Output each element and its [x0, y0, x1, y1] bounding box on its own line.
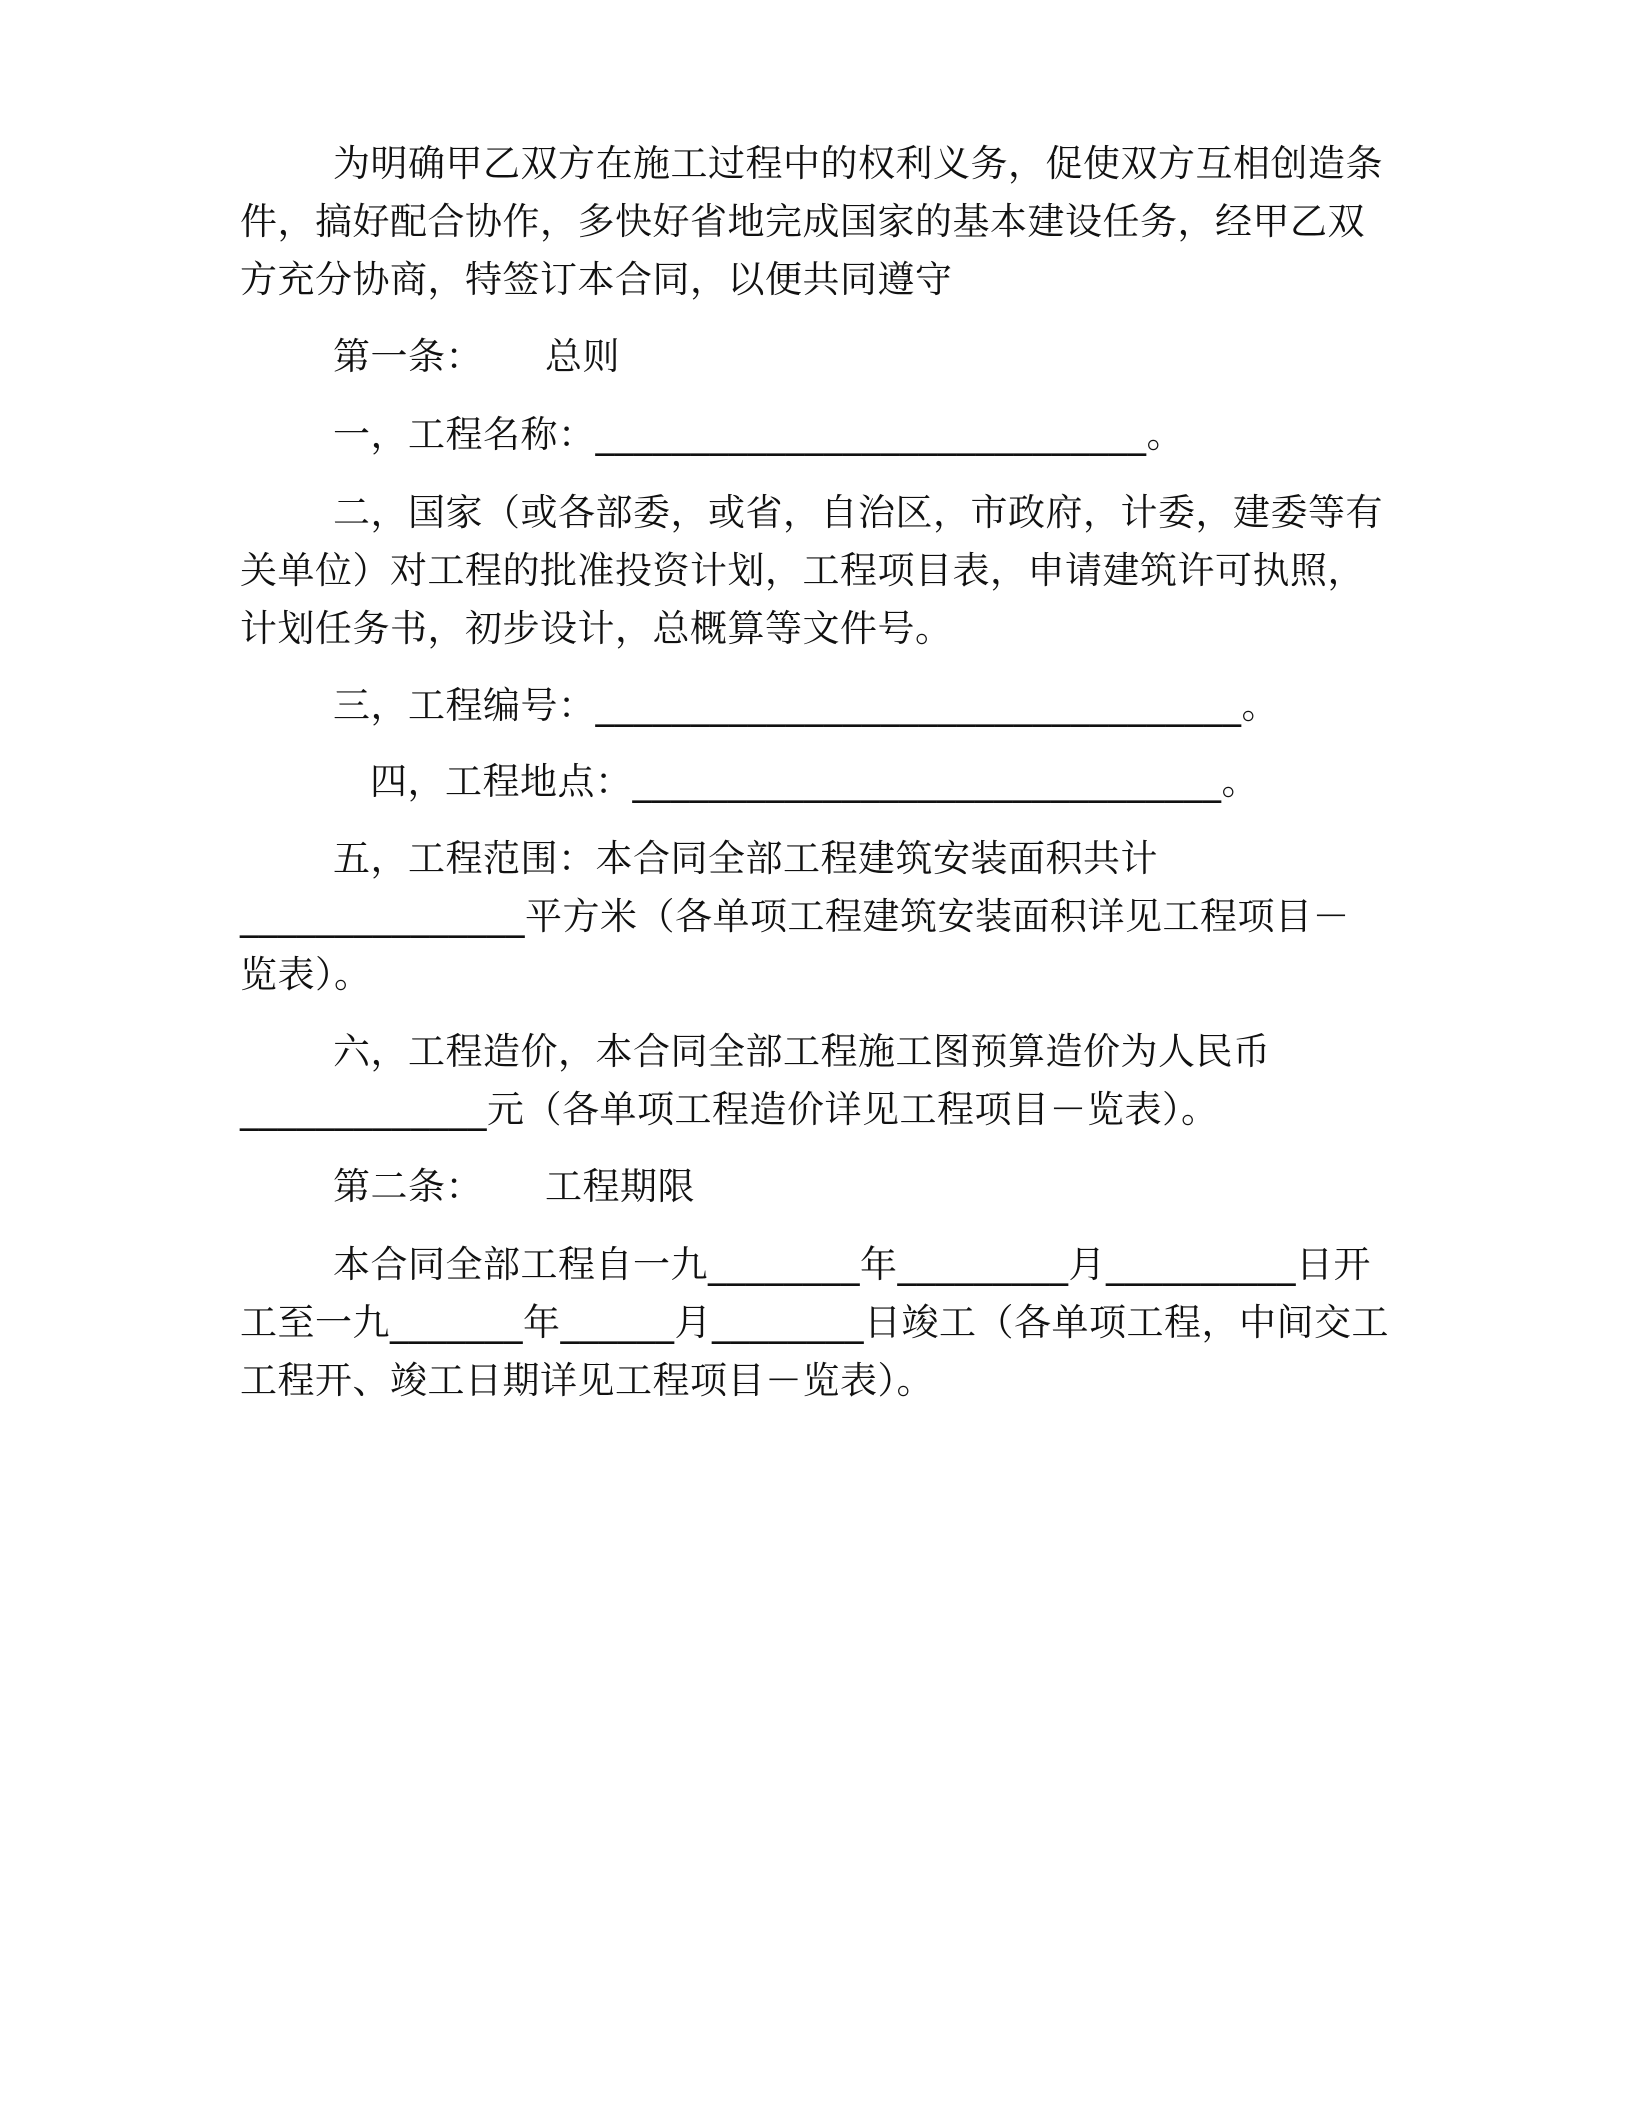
- article-2-heading: [333, 1163, 1483, 1211]
- article-1-label: 第一条：: [333, 335, 483, 378]
- period-line-3: 工程开、竣工日期详见工程项目－览表）。: [240, 1359, 934, 1402]
- period-line-2: 工至一九_______年______月________日竣工（各单项工程，中间交工: [240, 1301, 1389, 1344]
- item-5-line-2: _______________平方米（各单项工程建筑安装面积详见工程项目－: [240, 895, 1350, 938]
- item-1-project-name: 一，工程名称：_____________________________。: [333, 413, 1184, 456]
- preamble-line-1: 为明确甲乙双方在施工过程中的权利义务，促使双方互相创造条: [333, 142, 1383, 185]
- item-2-line-1: 二，国家（或各部委，或省，自治区，市政府，计委，建委等有: [333, 491, 1383, 534]
- period-line-1: 本合同全部工程自一九________年_________月__________日开: [333, 1243, 1371, 1286]
- preamble-line-2: 件，搞好配合协作，多快好省地完成国家的基本建设任务，经甲乙双: [240, 200, 1365, 243]
- item-2-line-3: 计划任务书，初步设计，总概算等文件号。: [240, 607, 953, 650]
- article-1-title: 总则: [545, 335, 620, 378]
- item-4-project-location: 四，工程地点：_______________________________。: [370, 760, 1259, 803]
- item-6-line-2: _____________元（各单项工程造价详见工程项目－览表）。: [240, 1088, 1219, 1131]
- item-6-line-1: 六，工程造价，本合同全部工程施工图预算造价为人民币: [333, 1030, 1271, 1073]
- item-5-line-3: 览表）。: [240, 953, 372, 996]
- article-2-title: 工程期限: [545, 1165, 695, 1208]
- item-5-line-1: 五，工程范围：本合同全部工程建筑安装面积共计: [333, 837, 1158, 880]
- article-2-label: 第二条：: [333, 1165, 483, 1208]
- item-2-line-2: 关单位）对工程的批准投资计划，工程项目表，申请建筑许可执照，: [240, 549, 1365, 592]
- preamble-line-3: 方充分协商，特签订本合同，以便共同遵守: [240, 258, 953, 301]
- article-1-heading: [333, 333, 1483, 381]
- item-3-project-number: 三，工程编号：__________________________________。: [333, 684, 1279, 727]
